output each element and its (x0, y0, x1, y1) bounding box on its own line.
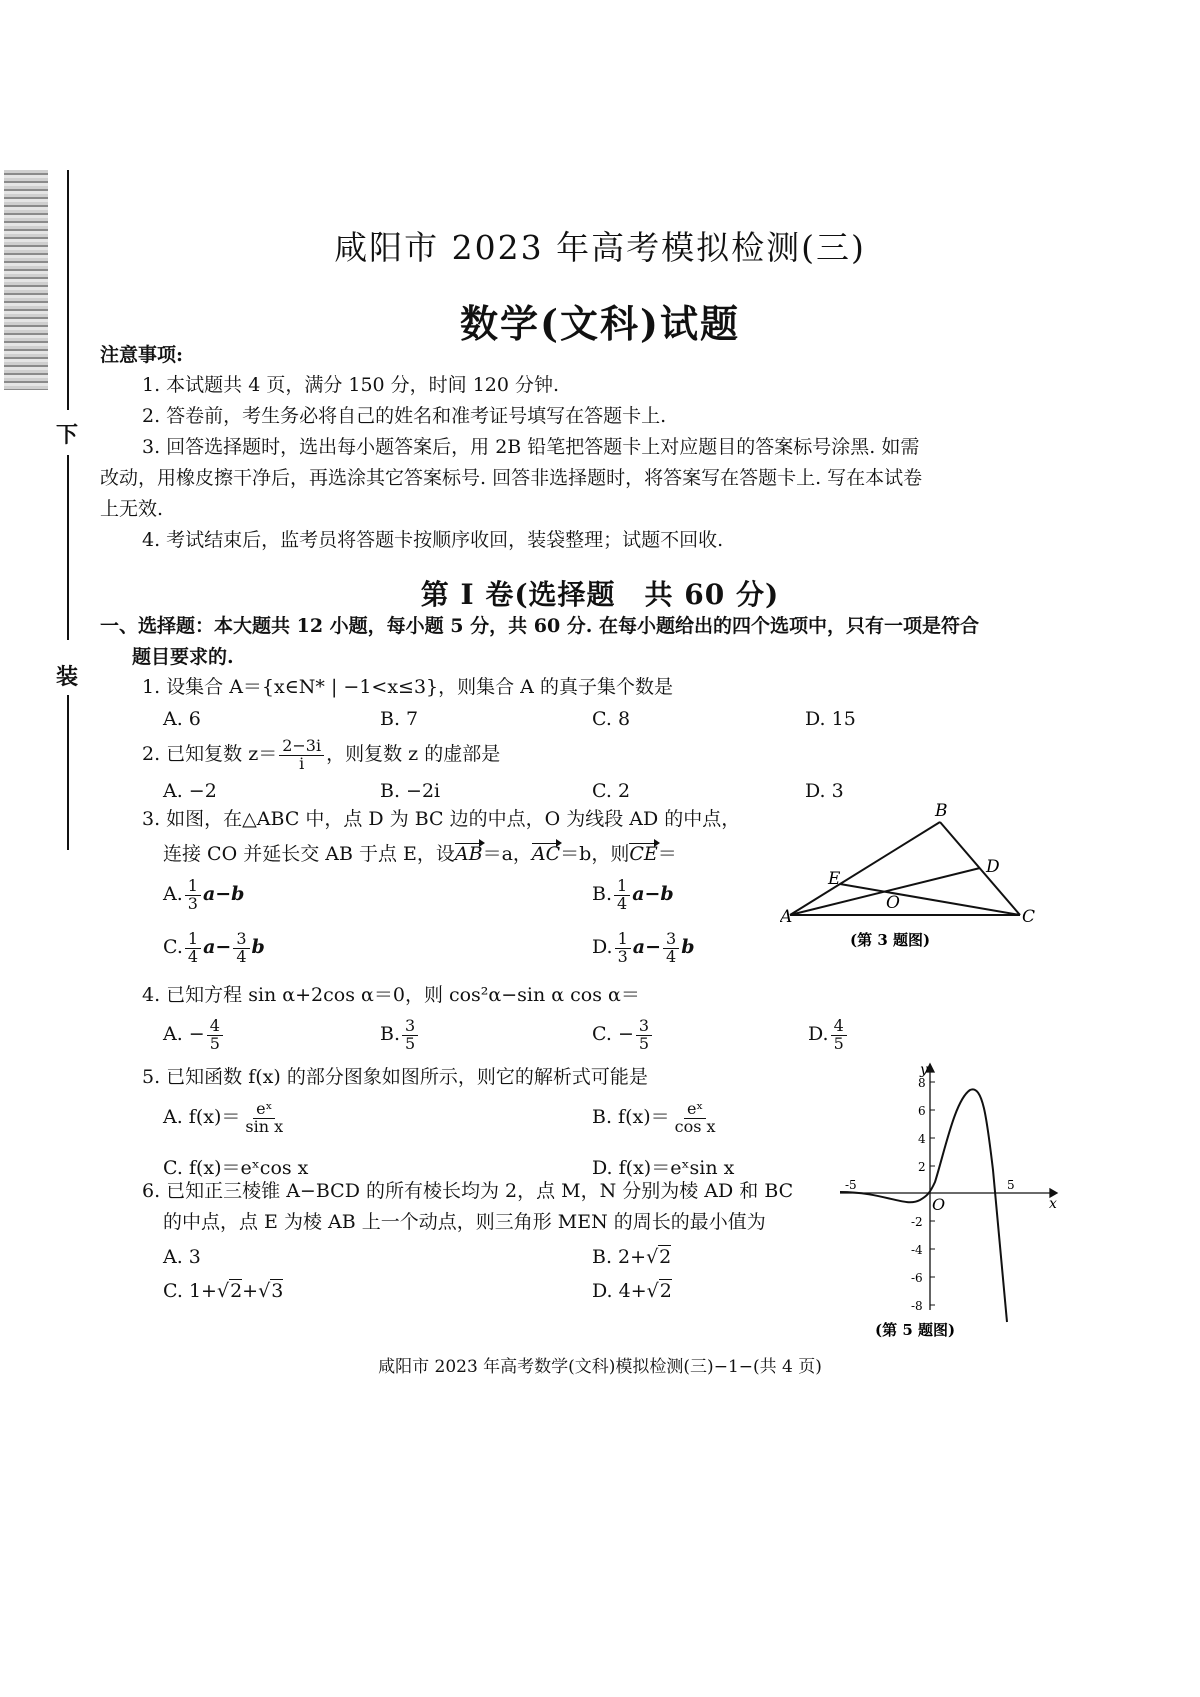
y-tick-neg6: -6 (911, 1271, 923, 1285)
q3-a-frac (185, 875, 201, 913)
q3-c-den: 4 (187, 946, 199, 966)
q3-a-den: 3 (187, 893, 198, 913)
section-title: 第 I 卷(选择题 共 60 分) (420, 578, 780, 611)
q4-d-num: 4 (831, 1018, 847, 1036)
q3-option-d (592, 926, 695, 968)
q4-c-den: 5 (638, 1033, 650, 1053)
q3-a-num: 1 (185, 878, 201, 896)
q5-option-b (592, 1095, 721, 1139)
y-tick-4: 4 (918, 1132, 926, 1146)
q3-c-frac1 (185, 928, 201, 966)
q2-frac-num: 2−3i (279, 738, 324, 756)
q5-b-label: B. f(x)＝ (592, 1106, 670, 1128)
q6-d-pre: D. 4+ (592, 1280, 647, 1302)
notice-heading: 注意事项: (100, 344, 184, 366)
q1-stem: 1. 设集合 A＝{x∈N* | −1<x≤3}，则集合 A 的真子集个数是 (142, 676, 673, 698)
binding-line-bottom (67, 695, 69, 850)
q3-c-label: C. (163, 936, 183, 958)
q6-option-a: A. 3 (163, 1246, 201, 1268)
q5-a-den: sin x (245, 1116, 284, 1136)
exam-title: 咸阳市 2023 年高考模拟检测(三) (334, 228, 866, 267)
q3-b-frac (614, 875, 630, 913)
q2-option-d: D. 3 (805, 780, 844, 802)
q6-line2: 的中点，点 E 为棱 AB 上一个动点，则三角形 MEN 的周长的最小值为 (163, 1211, 766, 1233)
q3-d-frac1 (615, 928, 631, 966)
q3-d-num: 1 (615, 931, 631, 949)
q4-d-label: D. (808, 1023, 829, 1045)
q5-a-frac (242, 1098, 286, 1136)
binding-line-top (67, 170, 69, 410)
y-tick-neg8: -8 (911, 1299, 923, 1313)
q3-d-mid: a− (632, 936, 662, 958)
y-tick-6: 6 (918, 1104, 926, 1118)
q3-b-label: B. (592, 883, 613, 905)
notice-item-3-line1: 3. 回答选择题时，选出每小题答案后，用 2B 铅笔把答题卡上对应题目的答案标号涂黑. 如需 (142, 436, 920, 458)
q3-c-frac2 (233, 928, 249, 966)
q3-d-den: 3 (617, 946, 628, 966)
edge-ab (790, 822, 940, 915)
q4-option-d (808, 1012, 849, 1056)
q3-vector-ac: AC (531, 843, 561, 865)
q4-c-frac (636, 1015, 652, 1053)
q4-option-b (380, 1012, 420, 1056)
q4-d-den: 5 (833, 1033, 844, 1053)
point-c-label: C (1022, 907, 1036, 927)
q4-b-label: B. (380, 1023, 401, 1045)
q3-line2-pre: 连接 CO 并延长交 AB 于点 E，设 (163, 843, 455, 865)
page-footer: 咸阳市 2023 年高考数学(文科)模拟检测(三)−1−(共 4 页) (378, 1357, 822, 1377)
q3-b-num: 1 (614, 878, 630, 896)
x-tick-neg5: -5 (845, 1178, 857, 1192)
q3-line1: 3. 如图，在△ABC 中，点 D 为 BC 边的中点，O 为线段 AD 的中点， (142, 808, 741, 830)
q3-c-den2: 4 (236, 946, 247, 966)
y-axis-label: y (920, 1062, 928, 1078)
q5-stem: 5. 已知函数 f(x) 的部分图象如图所示，则它的解析式可能是 (142, 1066, 648, 1088)
q2-option-b: B. −2i (380, 780, 441, 802)
q3-d-den2: 4 (666, 946, 677, 966)
notice-item-3-line2: 改动，用橡皮擦干净后，再选涂其它答案标号. 回答非选择题时，将答案写在答题卡上. 写在本试卷 (100, 467, 923, 489)
q3-figure-caption: (第 3 题图) (850, 931, 931, 949)
q4-b-den: 5 (405, 1033, 416, 1053)
q3-c-num: 1 (185, 931, 201, 949)
binding-char-xia: 下 (56, 422, 79, 448)
q6-d-radicand: 2 (659, 1280, 672, 1302)
section-intro-line2: 题目要求的. (132, 646, 234, 668)
q5-function-graph (835, 1060, 1065, 1340)
notice-item-4: 4. 考试结束后，监考员将答题卡按顺序收回，装袋整理；试题不回收. (142, 529, 724, 551)
q1-option-b: B. 7 (380, 708, 419, 730)
q3-option-b (592, 873, 674, 915)
x-axis-label: x (1049, 1196, 1057, 1212)
q5-option-a (163, 1095, 288, 1139)
q4-a-num: 4 (207, 1018, 223, 1036)
section-intro-line1: 一、选择题：本大题共 12 小题，每小题 5 分，共 60 分. 在每小题给出的四个选项中，只有一项是符合 (100, 615, 980, 637)
q4-stem: 4. 已知方程 sin α+2cos α＝0，则 cos²α−sin α cos α＝ (142, 984, 640, 1006)
q4-b-frac (402, 1015, 418, 1053)
q1-option-d: D. 15 (805, 708, 856, 730)
q2-stem-post: ，则复数 z 的虚部是 (326, 743, 501, 765)
q3-vector-ce: CE (629, 843, 658, 865)
q3-b-rest: a−b (632, 883, 674, 905)
q5-b-num: eˣ (684, 1101, 706, 1119)
q6-c-radicand2: 3 (271, 1280, 284, 1302)
q5-a-num: eˣ (253, 1101, 275, 1119)
point-o-label: O (886, 893, 900, 913)
q2-option-a: A. −2 (163, 780, 217, 802)
q4-c-num: 3 (636, 1018, 652, 1036)
q6-option-b: B. 2+√2 (592, 1246, 672, 1268)
q2-fraction (279, 735, 324, 773)
q3-eq-end: ＝ (657, 843, 677, 865)
notice-item-3-line3: 上无效. (100, 498, 164, 520)
y-tick-8: 8 (918, 1076, 926, 1090)
q5-option-d: D. f(x)＝eˣsin x (592, 1157, 735, 1179)
q4-a-label: A. − (163, 1023, 205, 1045)
q6-c-pre: C. 1+ (163, 1280, 217, 1302)
q6-c-mid: + (242, 1280, 259, 1302)
q3-eq-a: ＝a， (482, 843, 532, 865)
q5-b-frac (672, 1098, 719, 1136)
q4-option-c (592, 1012, 654, 1056)
q6-b-radicand: 2 (659, 1246, 672, 1268)
q1-option-c: C. 8 (592, 708, 631, 730)
origin-label: O (932, 1195, 946, 1214)
y-tick-neg4: -4 (911, 1243, 923, 1257)
q4-d-frac (831, 1015, 847, 1053)
q6-line1: 6. 已知正三棱锥 A−BCD 的所有棱长均为 2，点 M，N 分别为棱 AD 和 BC (142, 1180, 794, 1202)
q3-option-c (163, 926, 265, 968)
notice-item-2: 2. 答卷前，考生务必将自己的姓名和准考证号填写在答题卡上. (142, 405, 667, 427)
q3-option-a (163, 873, 244, 915)
q3-d-rest: b (681, 936, 695, 958)
q3-d-frac2 (663, 928, 679, 966)
x-tick-5: 5 (1007, 1178, 1015, 1192)
q3-b-den: 4 (617, 893, 628, 913)
q3-a-label: A. (163, 883, 183, 905)
q3-triangle-figure (780, 800, 1050, 955)
q6-c-radicand1: 2 (230, 1280, 243, 1302)
q3-vector-ab: AB (454, 843, 483, 865)
q3-a-rest: a−b (202, 883, 245, 905)
point-d-label: D (986, 857, 1000, 877)
q2-stem-pre: 2. 已知复数 z＝ (142, 743, 278, 765)
q4-a-frac (207, 1015, 223, 1053)
binding-strip (4, 170, 48, 390)
q1-option-a: A. 6 (163, 708, 201, 730)
exam-subtitle: 数学(文科)试题 (460, 301, 740, 346)
point-e-label: E (828, 869, 841, 889)
q4-option-a (163, 1012, 225, 1056)
q6-option-c: C. 1+√2+√3 (163, 1280, 284, 1302)
q2-frac-den: i (299, 753, 305, 773)
y-tick-neg2: -2 (911, 1215, 923, 1229)
q2-option-c: C. 2 (592, 780, 631, 802)
q6-option-d: D. 4+√2 (592, 1280, 672, 1302)
q3-c-rest: b (251, 936, 265, 958)
point-a-label: A (780, 907, 793, 927)
q5-figure-caption: (第 5 题图) (875, 1321, 956, 1339)
segment-ce (840, 884, 1020, 915)
q4-c-label: C. − (592, 1023, 634, 1045)
q3-d-label: D. (592, 936, 613, 958)
q3-d-num2: 3 (663, 931, 679, 949)
q5-a-label: A. f(x)＝ (163, 1106, 241, 1128)
y-tick-2: 2 (918, 1160, 926, 1174)
q2-stem (142, 732, 500, 776)
binding-char-zhuang: 装 (56, 664, 79, 690)
q5-option-c: C. f(x)＝eˣcos x (163, 1157, 309, 1179)
q3-eq-b: ＝b，则 (560, 843, 630, 865)
q6-b-pre: B. 2+ (592, 1246, 647, 1268)
q3-line2 (163, 845, 677, 864)
q3-c-mid: a− (203, 936, 232, 958)
q5-b-den: cos x (674, 1116, 716, 1136)
q3-c-num2: 3 (233, 931, 249, 949)
q4-b-num: 3 (402, 1018, 418, 1036)
q4-a-den: 5 (209, 1033, 220, 1053)
point-b-label: B (935, 801, 948, 821)
notice-item-1: 1. 本试题共 4 页，满分 150 分，时间 120 分钟. (142, 374, 560, 396)
function-curve (840, 1089, 1007, 1322)
